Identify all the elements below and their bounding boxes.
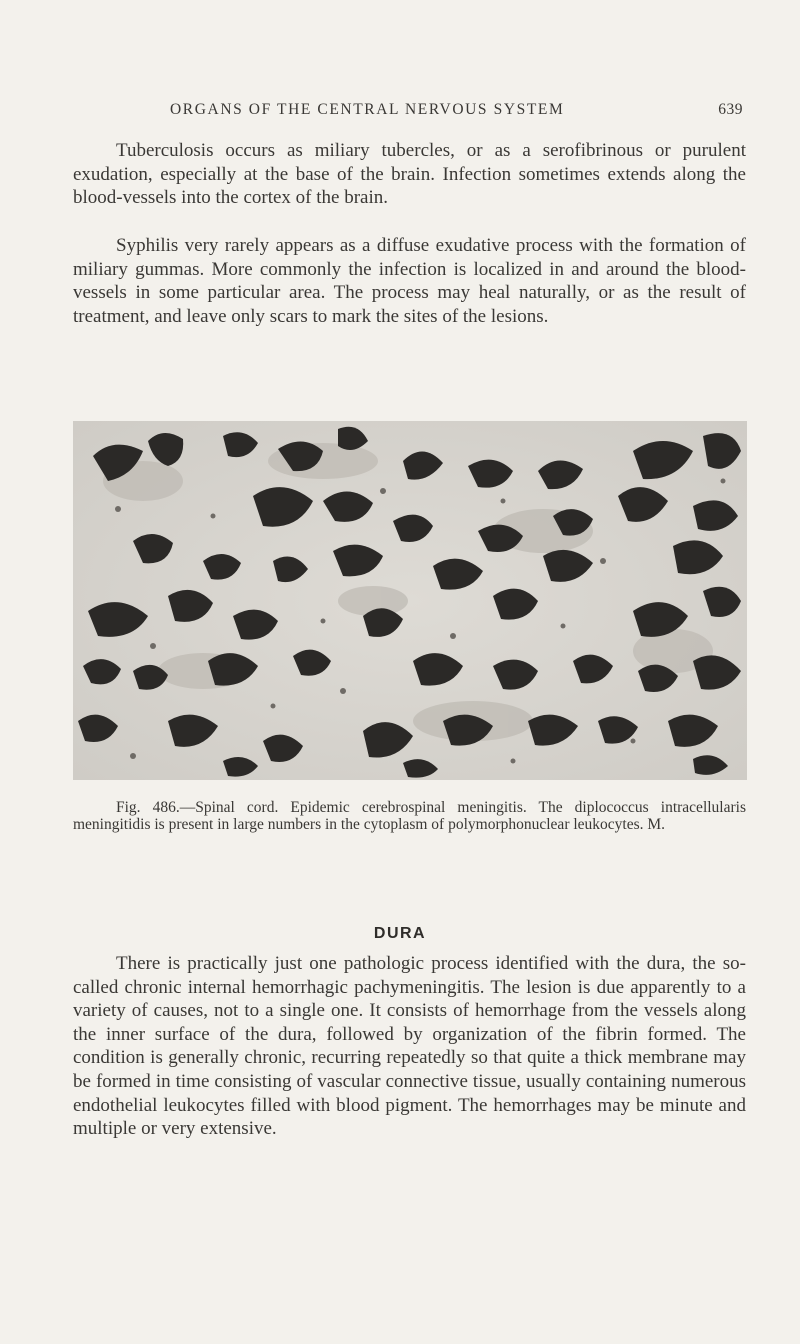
running-title: ORGANS OF THE CENTRAL NERVOUS SYSTEM (170, 101, 565, 118)
paragraph-syphilis: Syphilis very rarely appears as a diffuse exudative process with the formation of miliary gummas. More commonly the infection is localized in and around the blood-vessels in some particular area. The process may heal naturally, or as the result of treatment, and leave only scars to mark the sites of the lesions. (73, 235, 746, 327)
page-number: 639 (718, 101, 743, 118)
figure-micrograph (73, 421, 747, 780)
figure-caption: Fig. 486.—Spinal cord. Epidemic cerebrospinal meningitis. The diplococcus intracellularis meningitidis is present in large numbers in the cytoplasm of polymorphonuclear leukocytes. M. (73, 799, 746, 833)
micrograph-image (73, 421, 747, 780)
paragraph-dura: There is practically just one pathologic process identified with the dura, the so-called chronic internal hemorrhagic pachymeningitis. The lesion is due apparently to a variety of causes, not to a single one. It consists of hemorrhage from the vessels along the inner surface of the dura, followed by organization of the fibrin formed. The condition is generally chronic, recurring repeatedly so that quite a thick membrane may be formed in time consisting of vascular connective tissue, usually containing numerous endothelial leukocytes filled with blood pigment. The hemorrhages may be minute and multiple or very extensive. (73, 953, 746, 1140)
section-heading-dura: DURA (373, 925, 427, 942)
paragraph-tuberculosis: Tuberculosis occurs as miliary tubercles, or as a serofibrinous or purulent exudation, especially at the base of the brain. Infection sometimes extends along the blood-vessels into the cortex of the brain. (73, 140, 746, 209)
